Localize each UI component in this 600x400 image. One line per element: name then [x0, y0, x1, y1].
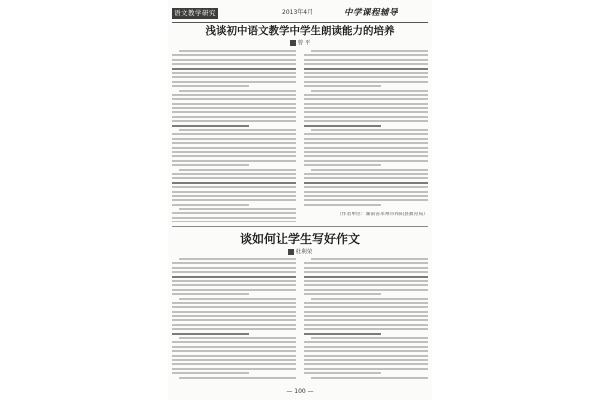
- text-line: [304, 186, 428, 188]
- text-line: [172, 125, 249, 127]
- text-line: [172, 333, 249, 335]
- text-line: [172, 186, 296, 188]
- article1-title: 浅谈初中语文教学中学生朗读能力的培养: [205, 25, 395, 37]
- text-line: [172, 81, 296, 83]
- article2-byline: [168, 249, 432, 257]
- text-line: [304, 85, 381, 87]
- text-line: [304, 284, 428, 286]
- text-line: [304, 125, 381, 127]
- article2-column-right: [304, 258, 428, 382]
- text-line: [304, 59, 428, 61]
- text-line: [304, 142, 428, 144]
- text-line: [172, 160, 296, 162]
- text-line: [172, 116, 296, 118]
- text-line: [304, 160, 428, 162]
- author-mark-icon: [290, 40, 296, 46]
- text-line: [304, 173, 428, 175]
- text-line: [172, 63, 296, 65]
- text-line: [311, 337, 428, 339]
- text-line: [304, 328, 428, 330]
- text-line: [311, 129, 428, 131]
- text-line: [172, 267, 296, 269]
- journal-name: 中学课程辅导: [344, 8, 399, 18]
- text-line: [172, 363, 296, 365]
- text-line: [172, 302, 296, 304]
- text-line: [172, 221, 296, 222]
- text-line: [304, 76, 428, 78]
- text-line: [304, 346, 428, 348]
- text-line: [172, 59, 296, 61]
- text-line: [304, 199, 428, 201]
- text-line: [304, 98, 428, 100]
- text-line: [172, 276, 296, 278]
- text-line: [172, 85, 249, 87]
- text-line: [172, 324, 296, 326]
- article1-column-left: [172, 50, 296, 222]
- text-line: [172, 368, 296, 370]
- text-line: [179, 208, 296, 210]
- text-line: [172, 72, 296, 74]
- section-tag: 语文教学研究: [174, 9, 216, 17]
- text-line: [304, 111, 428, 113]
- text-line: [304, 191, 428, 193]
- text-line: [304, 280, 428, 282]
- text-line: [304, 155, 428, 157]
- text-line: [179, 377, 296, 379]
- text-line: [172, 173, 296, 175]
- text-line: [172, 177, 296, 179]
- text-line: [179, 337, 296, 339]
- text-line: [179, 50, 296, 52]
- text-line: [172, 120, 296, 122]
- text-line: [172, 319, 296, 321]
- text-line: [172, 315, 296, 317]
- text-line: [172, 155, 296, 157]
- text-line: [304, 138, 428, 140]
- text-line: [304, 195, 428, 197]
- article1-endnote: （作者单位：湖南省永州市祁阳县教育局）: [336, 212, 428, 217]
- text-line: [172, 182, 296, 184]
- text-line: [304, 63, 428, 65]
- text-line: [304, 311, 428, 313]
- text-line: [179, 298, 296, 300]
- text-line: [172, 346, 296, 348]
- text-line: [304, 319, 428, 321]
- text-line: [179, 169, 296, 171]
- article1-byline: [168, 40, 432, 48]
- text-line: [304, 147, 428, 149]
- text-line: [172, 204, 249, 206]
- text-line: [179, 90, 296, 92]
- text-line: [172, 68, 296, 70]
- text-line: [304, 107, 428, 109]
- text-line: [172, 98, 296, 100]
- text-line: [311, 298, 428, 300]
- text-line: [304, 293, 381, 295]
- article2-title: 谈如何让学生写好作文: [239, 232, 360, 246]
- text-line: [172, 293, 249, 295]
- text-line: [172, 212, 296, 214]
- author-mark-icon: [288, 249, 294, 255]
- text-line: [172, 76, 296, 78]
- text-line: [304, 262, 428, 264]
- article2-column-left: [172, 258, 296, 382]
- text-line: [172, 191, 296, 193]
- text-line: [311, 50, 428, 52]
- text-line: [311, 90, 428, 92]
- text-line: [304, 72, 428, 74]
- text-line: [304, 116, 428, 118]
- text-line: [172, 94, 296, 96]
- text-line: [172, 271, 296, 273]
- text-line: [172, 138, 296, 140]
- text-line: [172, 350, 296, 352]
- text-line: [172, 151, 296, 153]
- text-line: [172, 103, 296, 105]
- text-line: [172, 262, 296, 264]
- text-line: [304, 151, 428, 153]
- text-line: [172, 54, 296, 56]
- text-line: [304, 204, 381, 206]
- text-line: [304, 372, 381, 374]
- article-divider: [172, 226, 428, 227]
- text-line: [304, 177, 428, 179]
- text-line: [172, 164, 249, 166]
- text-line: [304, 306, 428, 308]
- text-line: [304, 341, 428, 343]
- text-line: [304, 355, 428, 357]
- header-rule: [172, 22, 428, 23]
- text-line: [304, 54, 428, 56]
- text-line: [311, 377, 428, 379]
- text-line: [304, 164, 381, 166]
- text-line: [172, 372, 249, 374]
- text-line: [304, 68, 428, 70]
- journal-page: [168, 0, 432, 400]
- text-line: [172, 341, 296, 343]
- text-line: [172, 195, 296, 197]
- text-line: [172, 311, 296, 313]
- text-line: [304, 182, 428, 184]
- text-line: [172, 199, 296, 201]
- text-line: [172, 107, 296, 109]
- text-line: [304, 120, 428, 122]
- text-line: [304, 271, 428, 273]
- text-line: [172, 306, 296, 308]
- text-line: [304, 359, 428, 361]
- article1-author: 曾 平: [297, 40, 311, 47]
- page-number: — 100 —: [286, 388, 314, 395]
- text-line: [304, 133, 428, 135]
- text-line: [172, 147, 296, 149]
- article2-author: 杜利荣: [295, 249, 313, 256]
- text-line: [304, 302, 428, 304]
- article1-column-right: [304, 50, 428, 208]
- text-line: [172, 289, 296, 291]
- text-line: [311, 169, 428, 171]
- text-line: [304, 267, 428, 269]
- text-line: [179, 258, 296, 260]
- text-line: [304, 289, 428, 291]
- text-line: [172, 142, 296, 144]
- text-line: [172, 284, 296, 286]
- text-line: [304, 350, 428, 352]
- text-line: [304, 315, 428, 317]
- text-line: [304, 368, 428, 370]
- text-line: [311, 258, 428, 260]
- text-line: [304, 276, 428, 278]
- issue-date: 2013年4月: [282, 9, 314, 16]
- text-line: [304, 81, 428, 83]
- text-line: [172, 355, 296, 357]
- text-line: [179, 129, 296, 131]
- text-line: [172, 217, 296, 219]
- text-line: [172, 359, 296, 361]
- text-line: [304, 363, 428, 365]
- text-line: [304, 103, 428, 105]
- page-header: [168, 8, 432, 22]
- text-line: [172, 111, 296, 113]
- text-line: [172, 328, 296, 330]
- text-line: [172, 280, 296, 282]
- text-line: [304, 94, 428, 96]
- text-line: [304, 324, 428, 326]
- text-line: [304, 333, 381, 335]
- text-line: [172, 133, 296, 135]
